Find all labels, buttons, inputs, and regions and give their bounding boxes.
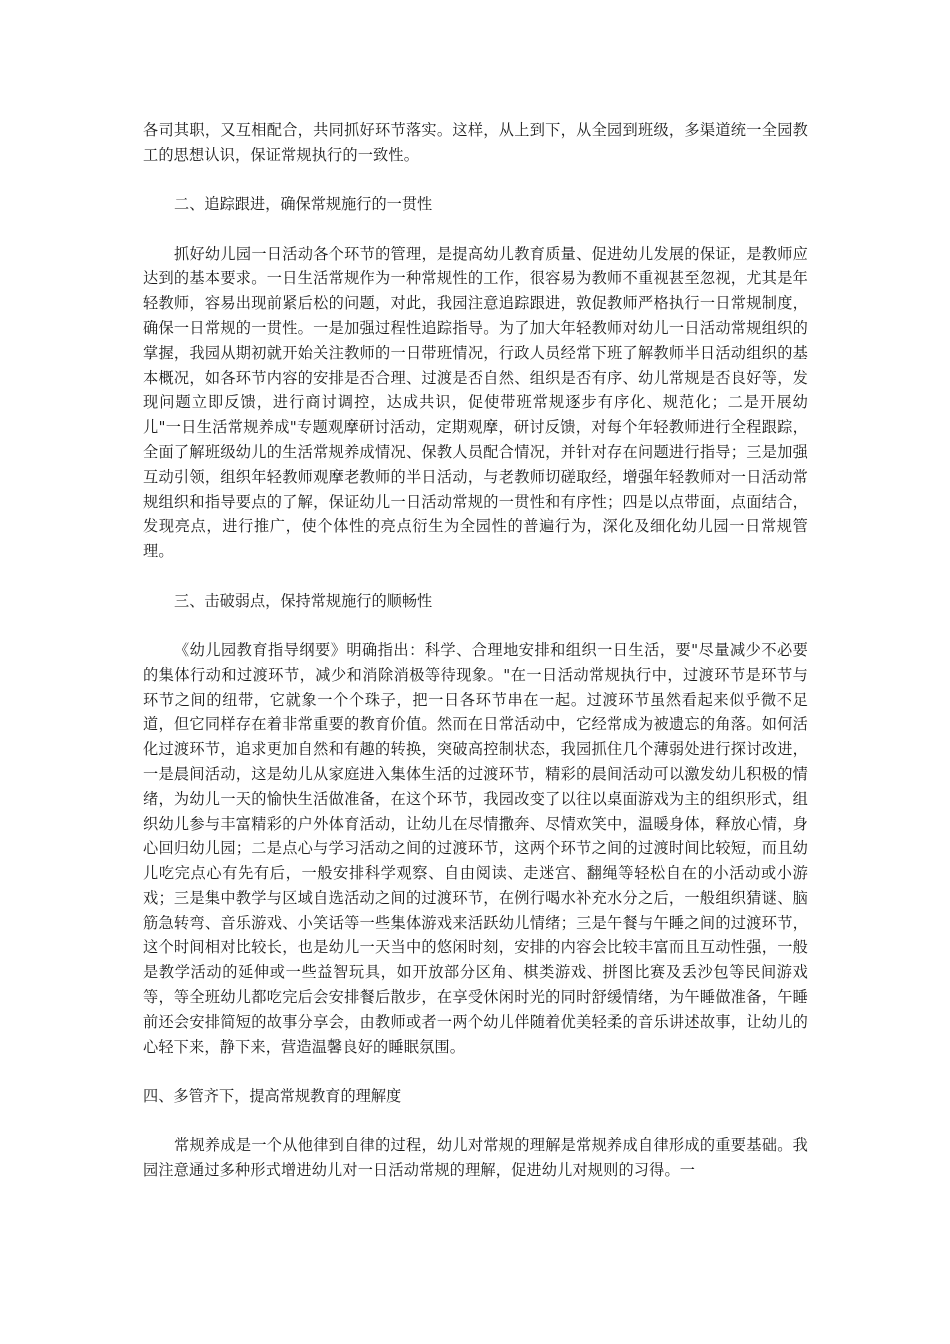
document-page xyxy=(143,118,808,1183)
section-heading-3: 三、击破弱点，保持常规施行的顺畅性 xyxy=(174,591,433,610)
paragraph-section-4: 常规养成是一个从他律到自律的过程，幼儿对常规的理解是常规养成自律形成的重要基础。我园注意通过多种形式增进幼儿对一日活动常规的理解，促进幼儿对规则的习得。一 xyxy=(143,1136,808,1180)
paragraph-intro: 各司其职，又互相配合，共同抓好环节落实。这样，从上到下，从全园到班级，多渠道统一全园教工的思想认识，保证常规执行的一致性。 xyxy=(143,121,808,164)
paragraph-section-2: 抓好幼儿园一日活动各个环节的管理，是提高幼儿教育质量、促进幼儿发展的保证，是教师应达到的基本要求。一日生活常规作为一种常规性的工作，很容易为教师不重视甚至忽视，尤其是年轻教师，容易出现前紧后松的问题，对此，我园注意追踪跟进，敦促教师严格执行一日常规制度，确保一日常规的一贯性。一是加强过程性追踪指导。为了加大年轻教师对幼儿一日活动常规组织的掌握，我园从期初就开始关注教师的一日带班情况，行政人员经常下班了解教师半日活动组织的基本概况，如各环节内容的安排是否合理、过渡是否自然、组织是否有序、幼儿常规是否良好等，发现问题立即反馈，进行商讨调控，达成共识，促使带班常规逐步有序化、规范化；二是开展幼儿"一日生活常规养成"专题观摩研讨活动，定期观摩，研讨反馈，对每个年轻教师进行全程跟踪，全面了解班级幼儿的生活常规养成情况、保教人员配合情况，并针对存在问题进行指导；三是加强互动引领，组织年轻教师观摩老教师的半日活动，与老教师切磋取经，增强年轻教师对一日活动常规组织和指导要点的了解，保证幼儿一日活动常规的一贯性和有序性；四是以点带面，点面结合，发现亮点，进行推广，使个体性的亮点衍生为全园性的普遍行为，深化及细化幼儿园一日常规管理。 xyxy=(143,244,808,561)
section-heading-4: 四、多管齐下，提高常规教育的理解度 xyxy=(143,1087,402,1106)
section-heading-2: 二、追踪跟进，确保常规施行的一贯性 xyxy=(174,195,433,214)
paragraph-section-3: 《幼儿园教育指导纲要》明确指出：科学、合理地安排和组织一日生活，要"尽量减少不必要的集体行动和过渡环节，减少和消除消极等待现象。"在一日活动常规执行中，过渡环节是环节与环节之间的纽带，它就象一个个珠子，把一日各环节串在一起。过渡环节虽然看起来似乎微不足道，但它同样存在着非常重要的教育价值。然而在日常活动中，它经常成为被遗忘的角落。如何活化过渡环节，追求更加自然和有趣的转换，突破高控制状态，我园抓住几个薄弱处进行探讨改进，一是晨间活动，这是幼儿从家庭进入集体生活的过渡环节，精彩的晨间活动可以激发幼儿积极的情绪，为幼儿一天的愉快生活做准备，在这个环节，我园改变了以往以桌面游戏为主的组织形式，组织幼儿参与丰富精彩的户外体育活动，让幼儿在尽情撒奔、尽情欢笑中，温暖身体，释放心情，身心回归幼儿园；二是点心与学习活动之间的过渡环节，这两个环节之间的过渡时间比较短，而且幼儿吃完点心有先有后，一般安排科学观察、自由阅读、走迷宫、翻绳等轻松自在的小活动或小游戏；三是集中教学与区域自选活动之间的过渡环节，在例行喝水补充水分之后，一般组织猜谜、脑筋急转弯、音乐游戏、小笑话等一些集体游戏来活跃幼儿情绪；三是午餐与午睡之间的过渡环节，这个时间相对比较长，也是幼儿一天当中的悠闲时刻，安排的内容会比较丰富而且互动性强，一般是教学活动的延伸或一些益智玩具，如开放部分区角、棋类游戏、拼图比赛及丢沙包等民间游戏等，等全班幼儿都吃完后会安排餐后散步，在享受休闲时光的同时舒缓情绪，为午睡做准备，午睡前还会安排简短的故事分享会，由教师或者一两个幼儿伴随着优美轻柔的音乐讲述故事，让幼儿的心轻下来，静下来，营造温馨良好的睡眠氛围。 xyxy=(143,640,808,1056)
